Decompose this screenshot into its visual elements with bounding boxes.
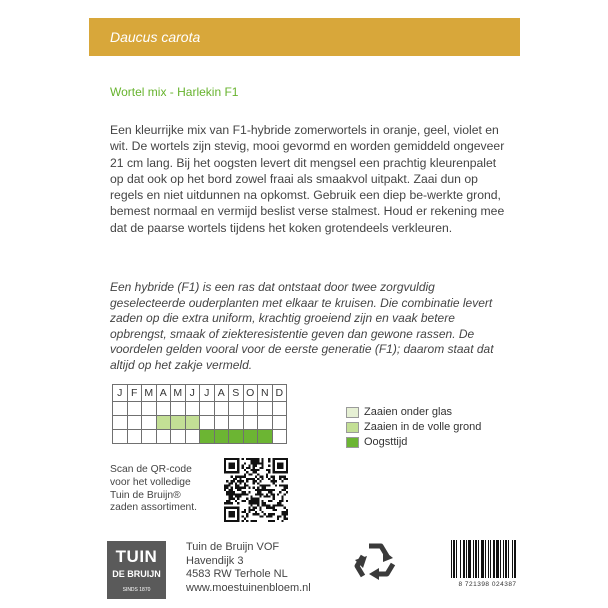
- company-address: [186, 541, 311, 595]
- header-band: [89, 18, 520, 56]
- month-header: S: [229, 385, 244, 402]
- calendar-cell: [272, 430, 287, 444]
- barcode-number: 8 721398 024387: [458, 581, 517, 588]
- calendar-cell: [142, 430, 157, 444]
- calendar-cell: [272, 416, 287, 430]
- calendar-row: [113, 416, 287, 430]
- address-line: Havendijk 3: [186, 554, 244, 567]
- calendar-cell: [156, 430, 171, 444]
- month-header: J: [185, 385, 200, 402]
- legend-label: Zaaien in de volle grond: [364, 421, 482, 433]
- description-text: Een kleurrijke mix van F1-hybride zomerwortels in oranje, geel, violet en wit. De wortels zijn stevig, mooi gevormd en worden gemiddeld ongeveer 21 cm lang. Bij het oogsten levert dit mengsel een prachtig kleurenpalet op dat ook op het bord zowel fraai als smaakvol uitpakt. Zaai dun op regels en niet uitdunnen na opkomst. Gebruik een diep be-werkte grond, bemest normaal en vermijd beslist verse stalmest. Houd er rekening mee dat de paarse wortels tijdens het koken grotendeels verkleuren.: [110, 123, 505, 235]
- brand-logo: [107, 541, 166, 599]
- calendar-cell: [243, 402, 258, 416]
- hybrid-note: Een hybride (F1) is een ras dat ontstaat door twee zorgvuldig geselecteerde ouderplanten met elkaar te kruisen. Die combinatie levert zaden op die extra uniform, krachtig groeiend zijn en vaak betere opbrengst, smaak of ziekteresistentie geven dan gewone rassen. De voordelen gelden vooral voor de eerste generatie (F1); daarom staat dat altijd op het zakje vermeld.: [110, 280, 494, 372]
- variety-title: Wortel mix - Harlekin F1: [110, 85, 239, 99]
- calendar-cell: [229, 430, 244, 444]
- recycle-icon: [349, 538, 401, 590]
- calendar-cell: [258, 430, 273, 444]
- qr-instructions: [110, 464, 220, 515]
- calendar-cell: [113, 402, 128, 416]
- logo-line-1: TUIN: [115, 547, 158, 566]
- calendar-cell: [185, 416, 200, 430]
- logo-line-2: DE BRUIJN: [112, 569, 161, 579]
- calendar-cell: [200, 416, 215, 430]
- calendar-cell: [142, 416, 157, 430]
- calendar-cell: [258, 402, 273, 416]
- calendar-cell: [171, 416, 186, 430]
- calendar-cell: [171, 430, 186, 444]
- month-header: J: [113, 385, 128, 402]
- qr-instruction-line: zaden assortiment.: [110, 502, 197, 514]
- calendar-cell: [272, 402, 287, 416]
- calendar-cell: [229, 416, 244, 430]
- calendar-cell: [229, 402, 244, 416]
- legend-swatch: [346, 422, 359, 433]
- barcode: [445, 540, 530, 588]
- calendar-cell: [142, 402, 157, 416]
- calendar-cell: [171, 402, 186, 416]
- sowing-calendar: [112, 384, 287, 444]
- calendar-cell: [113, 430, 128, 444]
- month-header: A: [156, 385, 171, 402]
- barcode-icon: [445, 540, 530, 578]
- website-link[interactable]: www.moestuinenbloem.nl: [186, 581, 311, 594]
- legend-label: Zaaien onder glas: [364, 406, 453, 418]
- calendar-cell: [243, 416, 258, 430]
- calendar-cell: [127, 402, 142, 416]
- calendar-row: [113, 430, 287, 444]
- address-line: Tuin de Bruijn VOF: [186, 541, 280, 553]
- legend-item: [346, 435, 481, 449]
- calendar-cell: [200, 430, 215, 444]
- calendar-cell: [185, 402, 200, 416]
- legend-swatch: [346, 437, 359, 448]
- calendar-cell: [214, 430, 229, 444]
- legend-item: [346, 405, 481, 419]
- qr-instruction-line: Tuin de Bruijn®: [110, 489, 181, 501]
- qr-instruction-line: Scan de QR-code: [110, 464, 192, 475]
- legend-swatch: [346, 407, 359, 418]
- calendar-row: [113, 402, 287, 416]
- month-header: O: [243, 385, 258, 402]
- month-header: A: [214, 385, 229, 402]
- calendar-cell: [113, 416, 128, 430]
- month-header: D: [272, 385, 287, 402]
- month-header: F: [127, 385, 142, 402]
- calendar-cell: [214, 402, 229, 416]
- calendar-cell: [258, 416, 273, 430]
- address-line: 4583 RW Terhole NL: [186, 568, 288, 580]
- calendar-legend: [346, 405, 481, 450]
- qr-code-icon[interactable]: [224, 458, 288, 522]
- calendar-cell: [127, 416, 142, 430]
- legend-item: [346, 420, 481, 434]
- logo-line-3: SINDS 1870: [122, 587, 151, 593]
- qr-instruction-line: voor het volledige: [110, 476, 191, 488]
- legend-label: Oogsttijd: [364, 436, 408, 448]
- month-header: M: [142, 385, 157, 402]
- calendar-cell: [156, 416, 171, 430]
- calendar-cell: [127, 430, 142, 444]
- month-header: M: [171, 385, 186, 402]
- month-header: J: [200, 385, 215, 402]
- calendar-cell: [185, 430, 200, 444]
- calendar-cell: [200, 402, 215, 416]
- calendar-cell: [214, 416, 229, 430]
- calendar-cell: [156, 402, 171, 416]
- calendar-cell: [243, 430, 258, 444]
- month-header: N: [258, 385, 273, 402]
- latin-name: Daucus carota: [110, 29, 201, 45]
